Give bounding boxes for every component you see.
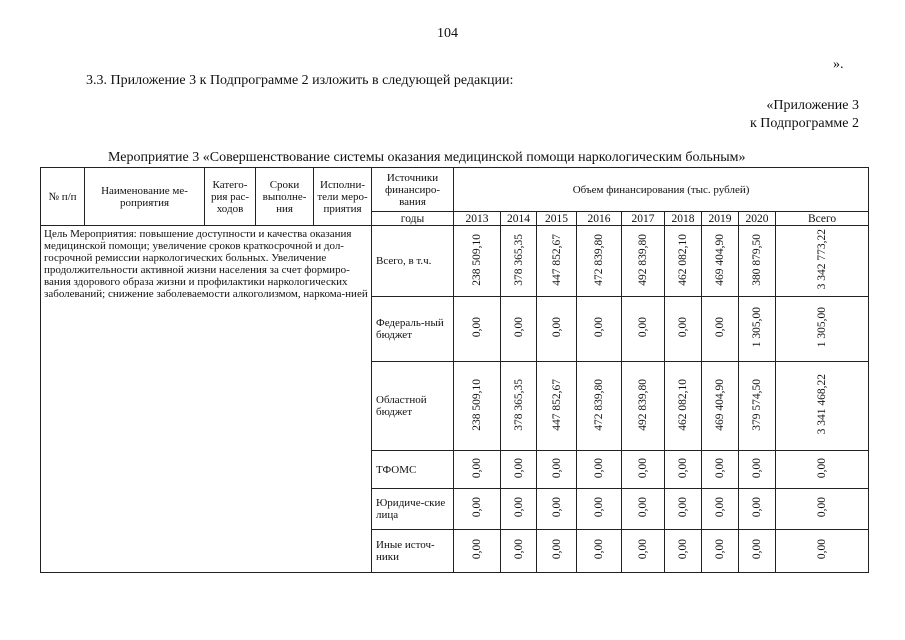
year-cell: 2015: [537, 212, 577, 226]
value-cell-total: [776, 226, 869, 297]
value-text: 447 852,67: [550, 378, 563, 431]
value-text: 3 341 468,22: [816, 374, 829, 435]
value-text: 462 082,10: [677, 233, 689, 286]
header-terms: Сроки выполне-ния: [256, 168, 314, 226]
value-text: 0,00: [550, 539, 563, 560]
year-cell: 2018: [665, 212, 702, 226]
value-cell: [501, 451, 537, 489]
appendix-reference: [750, 97, 859, 133]
value-cell: [537, 226, 577, 297]
value-cell-total: [776, 297, 869, 362]
value-cell: [702, 451, 739, 489]
value-cell: [665, 297, 702, 362]
year-cell-total: Всего: [776, 212, 869, 226]
value-cell: [665, 362, 702, 451]
value-cell: [454, 362, 501, 451]
year-cell: 2016: [577, 212, 622, 226]
value-text: 0,00: [512, 457, 525, 479]
value-text: 3 342 773,22: [816, 229, 829, 290]
value-cell: [454, 226, 501, 297]
value-cell: [702, 297, 739, 362]
header-category: Катего-рия рас-ходов: [205, 168, 256, 226]
value-text: 0,00: [714, 457, 726, 479]
value-cell: [622, 530, 665, 573]
value-cell: [501, 530, 537, 573]
value-cell: [739, 297, 776, 362]
financing-table: [40, 167, 869, 573]
value-text: 0,00: [637, 539, 649, 560]
value-text: 0,00: [593, 317, 605, 338]
value-cell-total: [776, 362, 869, 451]
value-text: 462 082,10: [677, 378, 689, 431]
value-cell: [454, 530, 501, 573]
value-text: 378 365,35: [512, 233, 525, 286]
value-text: 0,00: [751, 539, 763, 560]
value-text: 238 509,10: [471, 378, 483, 431]
value-cell: [577, 297, 622, 362]
value-cell: [665, 451, 702, 489]
value-cell: [454, 489, 501, 530]
value-text: 0,00: [816, 497, 829, 518]
header-row: [41, 168, 869, 212]
value-cell: [739, 489, 776, 530]
header-executors: Исполни-тели меро-приятия: [314, 168, 372, 226]
value-cell: [454, 451, 501, 489]
value-cell: [622, 489, 665, 530]
value-cell: [577, 362, 622, 451]
value-cell: [537, 451, 577, 489]
value-text: 469 404,90: [714, 378, 726, 431]
instruction-text: 3.3. Приложение 3 к Подпрограмме 2 изложить в следующей редакции:: [86, 73, 514, 88]
header-years-label: годы: [372, 212, 454, 226]
value-cell: [537, 362, 577, 451]
value-cell: [665, 489, 702, 530]
year-cell: 2013: [454, 212, 501, 226]
value-text: 469 404,90: [714, 233, 726, 286]
value-text: 0,00: [512, 497, 525, 518]
header-num: № п/п: [41, 168, 85, 226]
value-cell: [577, 489, 622, 530]
header-sources: Источники финансиро-вания: [372, 168, 454, 212]
source-label: Федераль-ный бюджет: [372, 297, 454, 362]
year-cell: 2017: [622, 212, 665, 226]
value-text: 1 305,00: [816, 307, 829, 348]
value-text: 0,00: [471, 539, 483, 560]
value-cell: [577, 226, 622, 297]
closing-quote: ».: [833, 57, 844, 72]
value-text: 472 839,80: [593, 233, 605, 286]
value-text: 0,00: [471, 317, 483, 338]
value-cell: [537, 489, 577, 530]
value-cell: [622, 297, 665, 362]
value-text: 0,00: [816, 457, 829, 479]
source-label: Всего, в т.ч.: [372, 226, 454, 297]
value-text: 378 365,35: [512, 378, 525, 431]
value-text: 1 305,00: [751, 307, 763, 348]
value-text: 0,00: [593, 457, 605, 479]
value-cell: [739, 530, 776, 573]
value-text: 0,00: [512, 317, 525, 338]
appendix-line-2: к Подпрограмме 2: [749, 116, 859, 131]
table-title: Мероприятие 3 «Совершенствование системы оказания медицинской помощи наркологическим больным»: [108, 150, 746, 165]
value-text: 0,00: [550, 317, 563, 338]
value-text: 0,00: [471, 497, 483, 518]
header-volume: Объем финансирования (тыс. рублей): [454, 168, 869, 212]
year-cell: 2020: [739, 212, 776, 226]
value-cell: [537, 530, 577, 573]
value-cell: [622, 451, 665, 489]
value-text: 0,00: [550, 497, 563, 518]
value-cell: [665, 530, 702, 573]
value-text: 0,00: [677, 497, 689, 518]
source-label: Иные источ-ники: [372, 530, 454, 573]
value-text: 238 509,10: [471, 233, 483, 286]
value-cell: [739, 362, 776, 451]
value-text: 0,00: [677, 317, 689, 338]
value-text: 0,00: [714, 497, 726, 518]
value-text: 0,00: [677, 457, 689, 479]
value-text: 492 839,80: [637, 378, 649, 431]
value-text: 0,00: [637, 497, 649, 518]
value-text: 0,00: [593, 497, 605, 518]
value-cell: [702, 530, 739, 573]
value-text: 0,00: [512, 539, 525, 560]
year-cell: 2019: [702, 212, 739, 226]
value-text: 0,00: [751, 457, 763, 479]
value-cell: [739, 226, 776, 297]
value-text: 447 852,67: [550, 233, 563, 286]
value-cell: [577, 530, 622, 573]
value-text: 0,00: [593, 539, 605, 560]
value-cell: [702, 362, 739, 451]
value-text: 379 574,50: [751, 378, 763, 431]
value-text: 492 839,80: [637, 233, 649, 286]
appendix-line-1: «Приложение 3: [766, 98, 859, 113]
source-label: Областной бюджет: [372, 362, 454, 451]
source-label: Юридиче-ские лица: [372, 489, 454, 530]
header-name: Наименование ме-роприятия: [85, 168, 205, 226]
value-cell-total: [776, 489, 869, 530]
value-text: 0,00: [550, 457, 563, 479]
value-cell: [739, 451, 776, 489]
value-cell: [454, 297, 501, 362]
value-text: 472 839,80: [593, 378, 605, 431]
year-cell: 2014: [501, 212, 537, 226]
value-cell: [501, 297, 537, 362]
value-cell: [622, 362, 665, 451]
value-cell: [577, 451, 622, 489]
value-cell: [537, 297, 577, 362]
value-text: 0,00: [637, 317, 649, 338]
value-text: 0,00: [714, 539, 726, 560]
value-cell-total: [776, 530, 869, 573]
value-text: 0,00: [714, 317, 726, 338]
value-text: 0,00: [751, 497, 763, 518]
value-cell-total: [776, 451, 869, 489]
value-text: 0,00: [637, 457, 649, 479]
value-text: 0,00: [677, 539, 689, 560]
value-text: 0,00: [816, 539, 829, 560]
value-text: 0,00: [471, 457, 483, 479]
value-cell: [702, 489, 739, 530]
page-number: 104: [437, 26, 458, 41]
value-cell: [702, 226, 739, 297]
value-cell: [501, 489, 537, 530]
goal-description: Цель Мероприятия: повышение доступности и качества оказания медицинской помощи; увеличение сроков краткосрочной и дол-госрочной ремиссии наркологических больных. Увеличение продолжительности активной жизни населения за счет формиро-вания здорового образа жизни и профилактики наркологических заболеваний; снижение заболеваемости алкоголизмом, наркома-нией: [41, 226, 372, 573]
value-cell: [665, 226, 702, 297]
value-cell: [622, 226, 665, 297]
source-label: ТФОМС: [372, 451, 454, 489]
value-cell: [501, 362, 537, 451]
value-text: 380 879,50: [751, 233, 763, 286]
value-cell: [501, 226, 537, 297]
table-row-total: [41, 226, 869, 297]
